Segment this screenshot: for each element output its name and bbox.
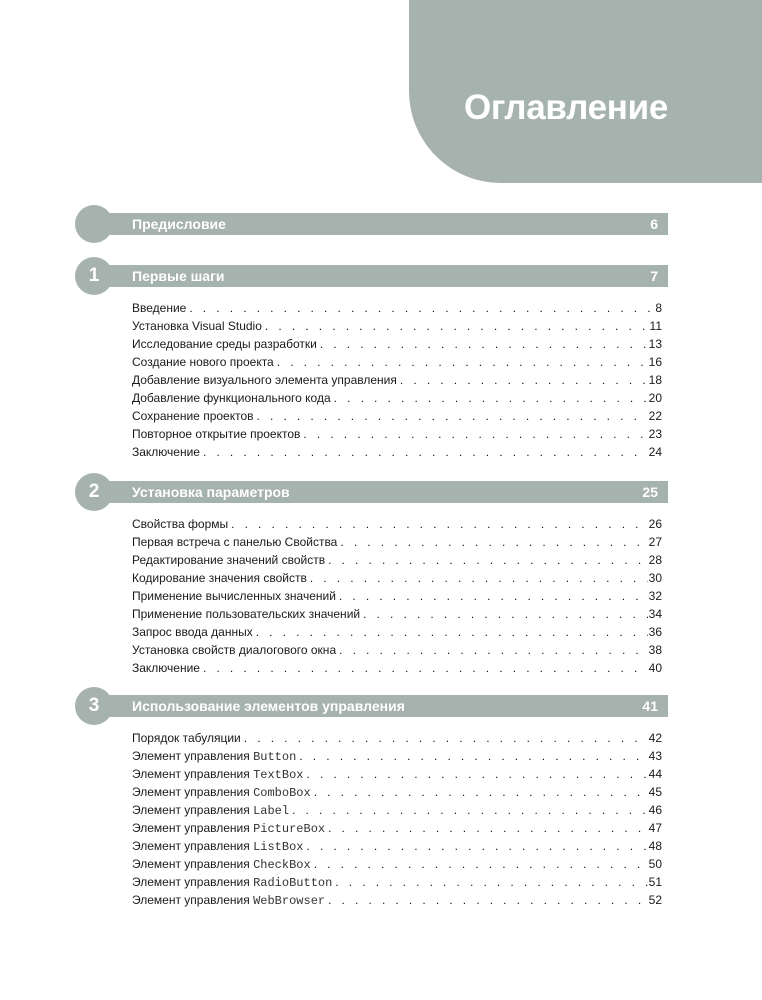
toc-entry-label (132, 371, 397, 389)
toc-entry[interactable] (132, 605, 662, 623)
toc-entry-label (132, 299, 186, 317)
dot-leader (262, 317, 649, 335)
toc-entry-code: TextBox (253, 768, 304, 782)
toc-entry-page: 22 (648, 409, 662, 423)
toc-entry[interactable] (132, 765, 662, 783)
toc-entry-label (132, 641, 336, 659)
dot-leader (296, 747, 647, 765)
toc-entry[interactable] (132, 819, 662, 837)
toc-entry-page: 16 (648, 355, 662, 369)
toc-entry-code: RadioButton (253, 876, 333, 890)
toc-entry-text: Первая встреча с панелью Свойства (132, 535, 338, 549)
toc-entry-text: Заключение (132, 445, 200, 459)
toc-entry-text: Применение вычисленных значений (132, 589, 336, 603)
toc-entry-label (132, 801, 289, 819)
toc-entry-label (132, 891, 325, 909)
toc-entry-label (132, 659, 200, 677)
toc-entry-page: 48 (648, 839, 662, 853)
toc-entry[interactable] (132, 551, 662, 569)
toc-entry-page: 32 (648, 589, 662, 603)
toc-entry-text: Повторное открытие проектов (132, 427, 301, 441)
toc-entry-label (132, 747, 296, 765)
toc-entry-text: Установка свойств диалогового окна (132, 643, 337, 657)
toc-entry-text: Элемент управления (132, 767, 254, 781)
toc-entry-label (132, 533, 337, 551)
toc-entry-page: 34 (648, 607, 662, 621)
toc-entry[interactable] (132, 389, 662, 407)
toc-entry-page: 13 (648, 337, 662, 351)
toc-entry[interactable] (132, 891, 662, 909)
toc-entry-text: Установка Visual Studio (132, 319, 262, 333)
toc-entry-label (132, 443, 200, 461)
toc-entry[interactable] (132, 855, 662, 873)
toc-entry[interactable] (132, 873, 662, 891)
toc-entry-text: Свойства формы (132, 517, 229, 531)
toc-entry[interactable] (132, 729, 662, 747)
toc-entry-label (132, 819, 325, 837)
toc-entry-page: 50 (648, 857, 662, 871)
toc-entry-page: 51 (648, 875, 662, 889)
toc-entry-page: 45 (648, 785, 662, 799)
toc-entry-label (132, 783, 311, 801)
toc-entry-code: ListBox (253, 840, 304, 854)
toc-entry[interactable] (132, 299, 662, 317)
toc-entry-label (132, 837, 304, 855)
dot-leader (332, 873, 647, 891)
toc-entry-text: Сохранение проектов (132, 409, 254, 423)
toc-entry-page: 44 (648, 767, 662, 781)
toc-entry-page: 46 (648, 803, 662, 817)
toc-entry-label (132, 587, 336, 605)
dot-leader (337, 533, 647, 551)
toc-entry-text: Элемент управления (132, 785, 254, 799)
toc-entry-page: 28 (648, 553, 662, 567)
toc-entry-page: 30 (648, 571, 662, 585)
toc-entry-label (132, 425, 300, 443)
toc-entry[interactable] (132, 515, 662, 533)
chapter-title[interactable]: Предисловие (132, 216, 226, 232)
toc-entry-text: Добавление функционального кода (132, 391, 331, 405)
dot-leader (186, 299, 654, 317)
toc-entry-text: Заключение (132, 661, 200, 675)
toc-entry[interactable] (132, 587, 662, 605)
toc-entry-text: Элемент управления (132, 893, 254, 907)
toc-entry-code: CheckBox (253, 858, 311, 872)
dot-leader (336, 641, 648, 659)
toc-entry[interactable] (132, 335, 662, 353)
toc-entry-text: Элемент управления (132, 749, 254, 763)
toc-entry[interactable] (132, 569, 662, 587)
toc-entry-label (132, 765, 304, 783)
dot-leader (307, 569, 648, 587)
toc-entry-text: Исследование среды разработки (132, 337, 317, 351)
toc-entry[interactable] (132, 747, 662, 765)
toc-entry-text: Элемент управления (132, 875, 254, 889)
dot-leader (304, 837, 648, 855)
toc-entry-label (132, 873, 332, 891)
toc-entry[interactable] (132, 317, 662, 335)
dot-leader (311, 855, 648, 873)
chapter-page-number: 7 (650, 268, 658, 284)
toc-entry-text: Редактирование значений свойств (132, 553, 326, 567)
toc-entry-text: Кодирование значения свойств (132, 571, 307, 585)
dot-leader (360, 605, 648, 623)
toc-entry[interactable] (132, 443, 662, 461)
toc-entry-page: 23 (648, 427, 662, 441)
dot-leader (289, 801, 648, 819)
toc-entry-page: 40 (648, 661, 662, 675)
toc-entry-code: Button (253, 750, 297, 764)
chapter-number-badge (75, 205, 113, 243)
entry-list (132, 515, 662, 677)
toc-entry-label (132, 623, 253, 641)
dot-leader (200, 443, 648, 461)
toc-entry[interactable] (132, 659, 662, 677)
dot-leader (325, 819, 648, 837)
entry-list (132, 729, 662, 909)
chapter-title[interactable]: Первые шаги (132, 268, 225, 284)
toc-entry-text: Элемент управления (132, 821, 254, 835)
toc-entry-label (132, 855, 311, 873)
toc-entry-page: 47 (648, 821, 662, 835)
toc-entry-page: 36 (648, 625, 662, 639)
dot-leader (325, 551, 648, 569)
chapter-number-badge: 2 (75, 473, 113, 511)
toc-entry-page: 52 (648, 893, 662, 907)
chapter-page-number: 6 (650, 216, 658, 232)
toc-entry-page: 43 (648, 749, 662, 763)
dot-leader (311, 783, 648, 801)
toc-entry-text: Добавление визуального элемента управления (132, 373, 397, 387)
toc-entry[interactable] (132, 371, 662, 389)
dot-leader (304, 765, 648, 783)
toc-entry-code: ComboBox (253, 786, 311, 800)
toc-entry-page: 26 (648, 517, 662, 531)
toc-entry-text: Создание нового проекта (132, 355, 274, 369)
dot-leader (300, 425, 647, 443)
toc-entry-text: Элемент управления (132, 857, 254, 871)
toc-entry[interactable] (132, 407, 662, 425)
entry-list (132, 299, 662, 461)
toc-entry-label (132, 389, 331, 407)
toc-entry-code: PictureBox (253, 822, 326, 836)
toc-entry-code: Label (253, 804, 290, 818)
toc-entry-label (132, 569, 307, 587)
toc-entry-label (132, 335, 317, 353)
chapter-page-number: 41 (642, 698, 658, 714)
toc-entry-page: 8 (655, 301, 662, 315)
toc-entry-label (132, 317, 262, 335)
toc-entry-page: 27 (648, 535, 662, 549)
toc-entry-page: 24 (648, 445, 662, 459)
toc-entry-label (132, 729, 241, 747)
chapter-title[interactable]: Использование элементов управления (132, 698, 405, 714)
toc-entry-text: Элемент управления (132, 839, 254, 853)
toc-entry-code: WebBrowser (253, 894, 326, 908)
dot-leader (325, 891, 648, 909)
dot-leader (253, 623, 648, 641)
toc-entry-label (132, 515, 228, 533)
toc-entry-label (132, 353, 274, 371)
dot-leader (200, 659, 648, 677)
dot-leader (254, 407, 648, 425)
toc-entry-page: 38 (648, 643, 662, 657)
dot-leader (397, 371, 648, 389)
toc-entry[interactable] (132, 837, 662, 855)
toc-entry-text: Запрос ввода данных (132, 625, 253, 639)
toc-entry-page: 20 (648, 391, 662, 405)
dot-leader (331, 389, 648, 407)
toc-entry-label (132, 551, 325, 569)
toc-entry[interactable] (132, 353, 662, 371)
toc-entry-page: 42 (648, 731, 662, 745)
toc-entry[interactable] (132, 425, 662, 443)
chapter-number-badge: 1 (75, 257, 113, 295)
toc-entry[interactable] (132, 623, 662, 641)
chapter-number-badge: 3 (75, 687, 113, 725)
toc-entry[interactable] (132, 783, 662, 801)
dot-leader (241, 729, 648, 747)
toc-entry-text: Порядок табуляции (132, 731, 241, 745)
page-title: Оглавление (463, 88, 668, 127)
toc-entry-text: Элемент управления (132, 803, 254, 817)
toc-entry[interactable] (132, 641, 662, 659)
toc-entry-page: 11 (649, 319, 662, 333)
toc-entry-label (132, 605, 360, 623)
chapter-page-number: 25 (642, 484, 658, 500)
chapter-title[interactable]: Установка параметров (132, 484, 290, 500)
dot-leader (274, 353, 648, 371)
toc-entry-label (132, 407, 254, 425)
toc-entry[interactable] (132, 801, 662, 819)
toc-entry[interactable] (132, 533, 662, 551)
toc-entry-text: Применение пользовательских значений (132, 607, 361, 621)
dot-leader (336, 587, 648, 605)
dot-leader (317, 335, 648, 353)
toc-entry-page: 18 (648, 373, 662, 387)
toc-entry-text: Введение (132, 301, 187, 315)
dot-leader (228, 515, 648, 533)
